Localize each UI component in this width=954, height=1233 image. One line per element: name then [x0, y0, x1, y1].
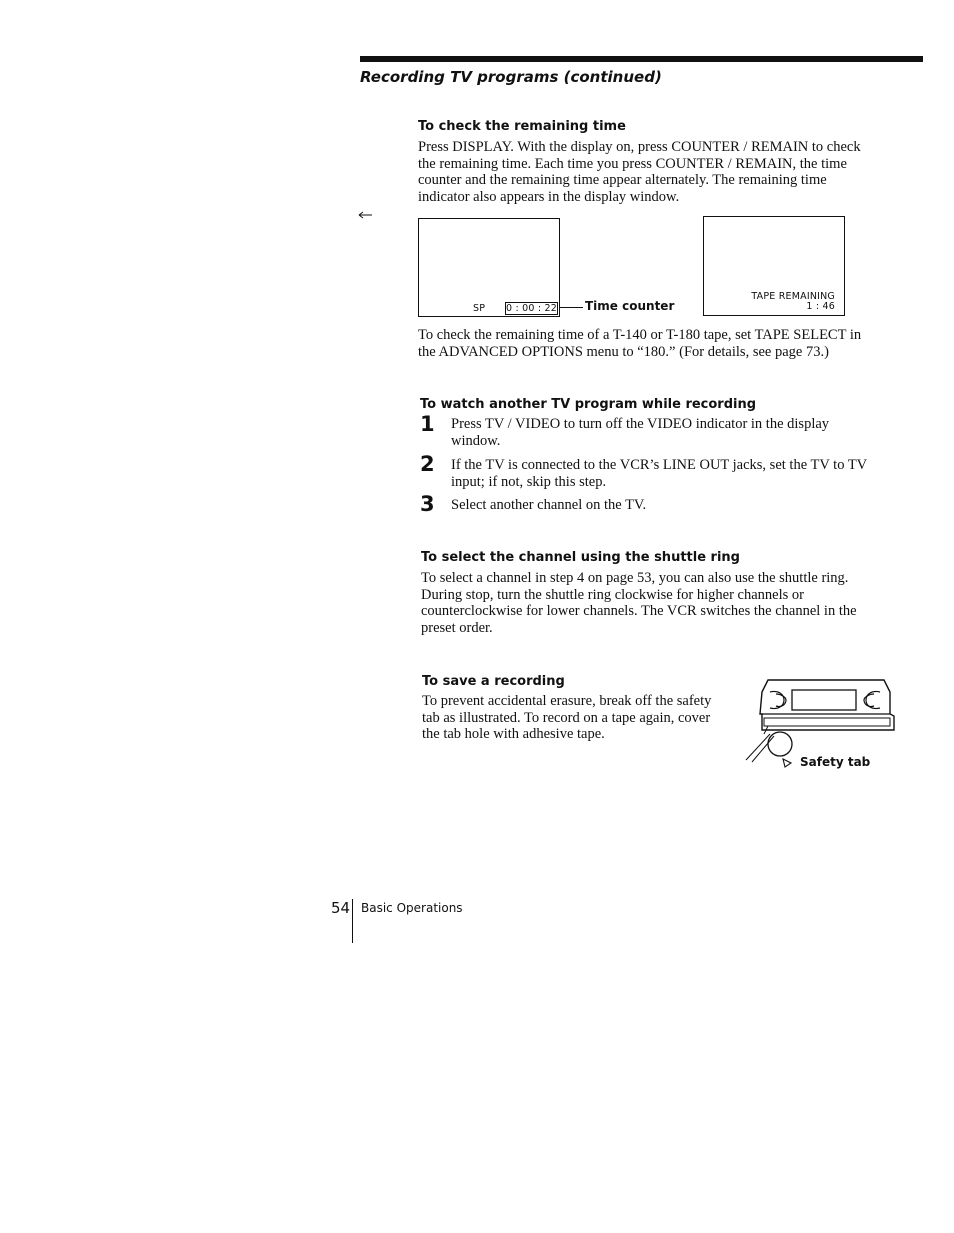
- tape-remaining-label: TAPE REMAINING: [751, 291, 835, 302]
- body-line: preset order.: [421, 619, 493, 636]
- safety-tab-callout: Safety tab: [800, 755, 871, 769]
- safety-tab-icon: [781, 757, 793, 769]
- body-line: counter and the remaining time appear alternately. The remaining time: [418, 172, 827, 189]
- heading-watch-another-program: To watch another TV program while recording: [420, 397, 757, 412]
- shuttle-ring-body: [421, 570, 901, 636]
- tape-remaining-value: 1 : 46: [806, 301, 835, 312]
- section-title: Recording TV programs (continued): [360, 68, 662, 86]
- step-number: 3: [420, 492, 435, 516]
- step-text: [451, 457, 891, 490]
- body-line: the remaining time. Each time you press COUNTER / REMAIN, the time: [418, 155, 847, 172]
- header-rule: [360, 56, 923, 62]
- save-recording-body: [422, 693, 742, 743]
- body-line: To prevent accidental erasure, break off the safety: [422, 693, 712, 709]
- body-line: During stop, turn the shuttle ring clockwise for higher channels or: [421, 586, 804, 603]
- body-line: indicator also appears in the display window.: [418, 188, 680, 205]
- footer-section-label: Basic Operations: [361, 901, 463, 915]
- tape-speed-label: SP: [473, 303, 486, 314]
- body-line: Press DISPLAY. With the display on, press COUNTER / REMAIN to check: [418, 139, 861, 155]
- step-text: [451, 497, 891, 514]
- tape-select-note: [418, 327, 898, 360]
- heading-check-remaining-time: To check the remaining time: [418, 119, 626, 134]
- step-line: window.: [451, 432, 501, 449]
- step-number: 1: [420, 412, 435, 436]
- step-text: [451, 416, 891, 449]
- callout-line: [559, 307, 583, 308]
- body-line: the tab hole with adhesive tape.: [422, 726, 605, 743]
- margin-arrow-icon: [358, 211, 374, 219]
- step-number: 2: [420, 452, 435, 476]
- remaining-indicator: [740, 292, 835, 312]
- heading-shuttle-ring: To select the channel using the shuttle ring: [421, 550, 740, 565]
- time-counter-callout: Time counter: [585, 299, 675, 313]
- page-number: 54: [331, 899, 351, 917]
- note-line: To check the remaining time of a T-140 or T-180 tape, set TAPE SELECT in: [418, 327, 862, 343]
- time-counter-display: 0 : 00 : 22: [506, 303, 557, 314]
- body-line: To select a channel in step 4 on page 53, you can also use the shuttle ring.: [421, 570, 849, 586]
- step-line: Press TV / VIDEO to turn off the VIDEO indicator in the display: [451, 416, 830, 432]
- footer-divider: [352, 899, 353, 943]
- step-line: If the TV is connected to the VCR’s LINE OUT jacks, set the TV to TV: [451, 457, 868, 473]
- heading-save-recording: To save a recording: [422, 674, 565, 689]
- step-line: input; if not, skip this step.: [451, 473, 607, 490]
- body-line: counterclockwise for lower channels. The VCR switches the channel in the: [421, 603, 857, 620]
- body-line: tab as illustrated. To record on a tape again, cover: [422, 709, 711, 726]
- note-line: the ADVANCED OPTIONS menu to “180.” (For details, see page 73.): [418, 343, 829, 360]
- check-remaining-time-body: [418, 139, 898, 205]
- step-line: Select another channel on the TV.: [451, 497, 647, 513]
